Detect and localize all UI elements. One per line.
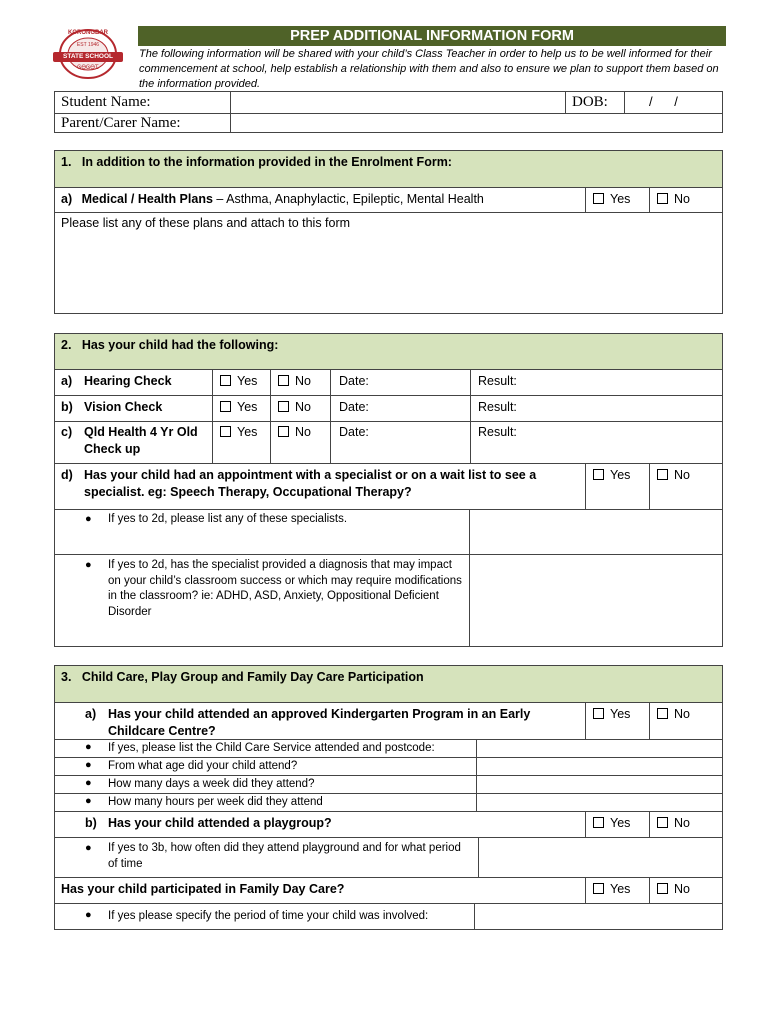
- dob-label-cell: [565, 91, 625, 114]
- row-letter: a): [61, 374, 73, 388]
- yes-label: Yes: [610, 468, 631, 482]
- no-label: No: [674, 468, 690, 482]
- bullet-icon: ●: [85, 759, 92, 771]
- yes-label: Yes: [610, 882, 631, 896]
- logo-top-text: KORONGBAR: [68, 30, 108, 36]
- yes-checkbox-cell[interactable]: [212, 395, 271, 422]
- checkbox-icon: [593, 817, 604, 828]
- date-field[interactable]: [330, 421, 471, 464]
- yes-checkbox-cell[interactable]: [212, 421, 271, 464]
- logo-ribbon-text: STATE SCHOOL: [63, 53, 113, 60]
- section1-a-yes[interactable]: [585, 187, 650, 213]
- section3-b-cell: [54, 811, 586, 838]
- checkbox-icon: [220, 401, 231, 412]
- section3-heading-cell: [54, 665, 723, 703]
- logo-bottom-text: ᎶᎾᎶᎾᏆ: [77, 65, 99, 71]
- section3-a-question: Has your child attended an approved Kindergarten Program in an Early Childcare Centre?: [108, 707, 531, 738]
- section2-bullet1-answer[interactable]: [469, 509, 723, 555]
- bullet-icon: ●: [85, 842, 92, 854]
- section3-a-bullet2: From what age did your child attend?: [108, 760, 298, 772]
- section3-a-cell: [54, 702, 586, 740]
- fdc-bullet: If yes please specify the period of time your child was involved:: [108, 910, 429, 922]
- dob-field[interactable]: [624, 91, 723, 114]
- fdc-yes[interactable]: [585, 877, 650, 904]
- checkbox-icon: [220, 426, 231, 437]
- section3-a-no[interactable]: [649, 702, 723, 740]
- section2-bullet1-cell: [54, 509, 470, 555]
- section2-heading-cell: [54, 333, 723, 370]
- row-label-cell: [54, 395, 213, 422]
- row-letter: c): [61, 425, 73, 439]
- section1-a-question: [61, 191, 484, 208]
- section1-a-rest: – Asthma, Anaphylactic, Epileptic, Mental Health: [212, 192, 484, 206]
- result-field[interactable]: [470, 369, 723, 396]
- section2-bullet2-cell: [54, 554, 470, 647]
- section3-a-bullet1-cell: [54, 739, 477, 758]
- fdc-no[interactable]: [649, 877, 723, 904]
- bullet-icon: ●: [85, 909, 92, 921]
- yes-label: Yes: [610, 707, 631, 721]
- dob-label: DOB:: [572, 94, 608, 110]
- result-label: Result:: [478, 425, 517, 439]
- no-checkbox-cell[interactable]: [270, 369, 331, 396]
- section1-a-letter: a): [61, 192, 73, 206]
- checkbox-icon: [657, 193, 668, 204]
- yes-label: Yes: [610, 816, 631, 830]
- section3-a-bullet1-answer[interactable]: [476, 739, 723, 758]
- bullet-icon: ●: [85, 795, 92, 807]
- checkbox-icon: [220, 375, 231, 386]
- no-label: No: [674, 707, 690, 721]
- section2-d-no[interactable]: [649, 463, 723, 510]
- no-label: No: [295, 425, 311, 439]
- checkbox-icon: [593, 708, 604, 719]
- result-field[interactable]: [470, 421, 723, 464]
- date-label: Date:: [339, 425, 369, 439]
- row-label: Hearing Check: [84, 374, 172, 388]
- result-field[interactable]: [470, 395, 723, 422]
- no-label: No: [674, 192, 690, 206]
- row-letter: b): [61, 400, 73, 414]
- section2-heading: 2. Has your child had the following:: [61, 338, 279, 352]
- result-label: Result:: [478, 400, 517, 414]
- section3-a-yes[interactable]: [585, 702, 650, 740]
- no-label: No: [295, 374, 311, 388]
- section1-heading-cell: [54, 150, 723, 188]
- section2-bullet2: If yes to 2d, has the specialist provided a diagnosis that may impact on your child’s classroom success or which may require modifications in the classroom? ie: ADHD, ASD, Anxiety, Oppositional Deficient Disorder: [108, 559, 462, 618]
- section3-a-bullet3: How many days a week did they attend?: [108, 778, 315, 790]
- yes-label: Yes: [237, 374, 258, 388]
- checkbox-icon: [657, 883, 668, 894]
- section2-d-question: Has your child had an appointment with a specialist or on a wait list to see a specialist. eg: Speech Therapy, Occupational Therapy?: [84, 468, 537, 499]
- yes-label: Yes: [237, 400, 258, 414]
- no-label: No: [674, 816, 690, 830]
- row-label: Vision Check: [84, 400, 163, 414]
- section3-a-bullet2-answer[interactable]: [476, 757, 723, 776]
- form-title: PREP ADDITIONAL INFORMATION FORM: [138, 26, 726, 46]
- bullet-icon: ●: [85, 741, 92, 753]
- section3-a-bullet3-cell: [54, 775, 477, 794]
- no-label: No: [295, 400, 311, 414]
- checkbox-icon: [278, 426, 289, 437]
- no-checkbox-cell[interactable]: [270, 395, 331, 422]
- section2-bullet2-answer[interactable]: [469, 554, 723, 647]
- section2-d-yes[interactable]: [585, 463, 650, 510]
- section3-a-bullet4: How many hours per week did they attend: [108, 796, 323, 808]
- date-label: Date:: [339, 400, 369, 414]
- section2-d-letter: d): [61, 468, 73, 482]
- parent-name-label-cell: [54, 113, 231, 133]
- fdc-bullet-cell: [54, 903, 475, 930]
- dob-slashes: / /: [649, 94, 678, 109]
- logo-est-text: EST 1946: [76, 42, 100, 48]
- student-name-field[interactable]: [230, 91, 566, 114]
- bullet-icon: ●: [85, 513, 92, 525]
- checkbox-icon: [278, 375, 289, 386]
- parent-name-field[interactable]: [230, 113, 723, 133]
- fdc-cell: [54, 877, 586, 904]
- section3-b-bullet: If yes to 3b, how often did they attend playground and for what period of time: [108, 842, 461, 870]
- checkbox-icon: [657, 817, 668, 828]
- checkbox-icon: [657, 708, 668, 719]
- form-intro: The following information will be shared with your child’s Class Teacher in order to help us to be well informed for their commencement at school, help establish a relationship with them and also to ensure we plan to support them based on the information provided.: [139, 48, 719, 90]
- date-label: Date:: [339, 374, 369, 388]
- section1-notes-area[interactable]: [54, 212, 723, 314]
- row-label-cell: [54, 421, 213, 464]
- bullet-icon: ●: [85, 777, 92, 789]
- yes-label: Yes: [610, 192, 631, 206]
- checkbox-icon: [593, 883, 604, 894]
- checkbox-icon: [657, 469, 668, 480]
- date-field[interactable]: [330, 395, 471, 422]
- section3-b-bullet-cell: [54, 837, 479, 878]
- fdc-question: Has your child participated in Family Day Care?: [61, 882, 345, 896]
- section3-a-bullet4-answer[interactable]: [476, 793, 723, 812]
- section3-b-question: Has your child attended a playgroup?: [108, 816, 332, 830]
- student-name-label-cell: [54, 91, 231, 114]
- section3-a-bullet2-cell: [54, 757, 477, 776]
- row-label-cell: [54, 369, 213, 396]
- section3-a-bullet4-cell: [54, 793, 477, 812]
- section3-a-bullet3-answer[interactable]: [476, 775, 723, 794]
- section1-a-no[interactable]: [649, 187, 723, 213]
- fdc-bullet-answer[interactable]: [474, 903, 723, 930]
- parent-name-label: Parent/Carer Name:: [61, 115, 181, 131]
- checkbox-icon: [593, 193, 604, 204]
- section3-b-bullet-answer[interactable]: [478, 837, 723, 878]
- section3-a-letter: a): [85, 707, 97, 721]
- section3-b-no[interactable]: [649, 811, 723, 838]
- no-label: No: [674, 882, 690, 896]
- section3-b-letter: b): [85, 816, 97, 830]
- section1-heading: 1. In addition to the information provided in the Enrolment Form:: [61, 155, 452, 169]
- date-field[interactable]: [330, 369, 471, 396]
- checkbox-icon: [593, 469, 604, 480]
- row-label: Qld Health 4 Yr Old Check up: [84, 425, 198, 456]
- no-checkbox-cell[interactable]: [270, 421, 331, 464]
- yes-label: Yes: [237, 425, 258, 439]
- bullet-icon: ●: [85, 559, 92, 571]
- section2-d-cell: [54, 463, 586, 510]
- section1-note: Please list any of these plans and attach to this form: [61, 216, 351, 230]
- result-label: Result:: [478, 374, 517, 388]
- section3-heading: 3. Child Care, Play Group and Family Day Care Participation: [61, 670, 424, 684]
- yes-checkbox-cell[interactable]: [212, 369, 271, 396]
- section1-a-bold: Medical / Health Plans: [81, 192, 213, 206]
- section3-a-bullet1: If yes, please list the Child Care Service attended and postcode:: [108, 742, 435, 754]
- student-name-label: Student Name:: [61, 94, 151, 110]
- section2-bullet1: If yes to 2d, please list any of these specialists.: [108, 513, 348, 525]
- school-logo: [50, 28, 126, 84]
- checkbox-icon: [278, 401, 289, 412]
- section1-a-cell: [54, 187, 586, 213]
- section3-b-yes[interactable]: [585, 811, 650, 838]
